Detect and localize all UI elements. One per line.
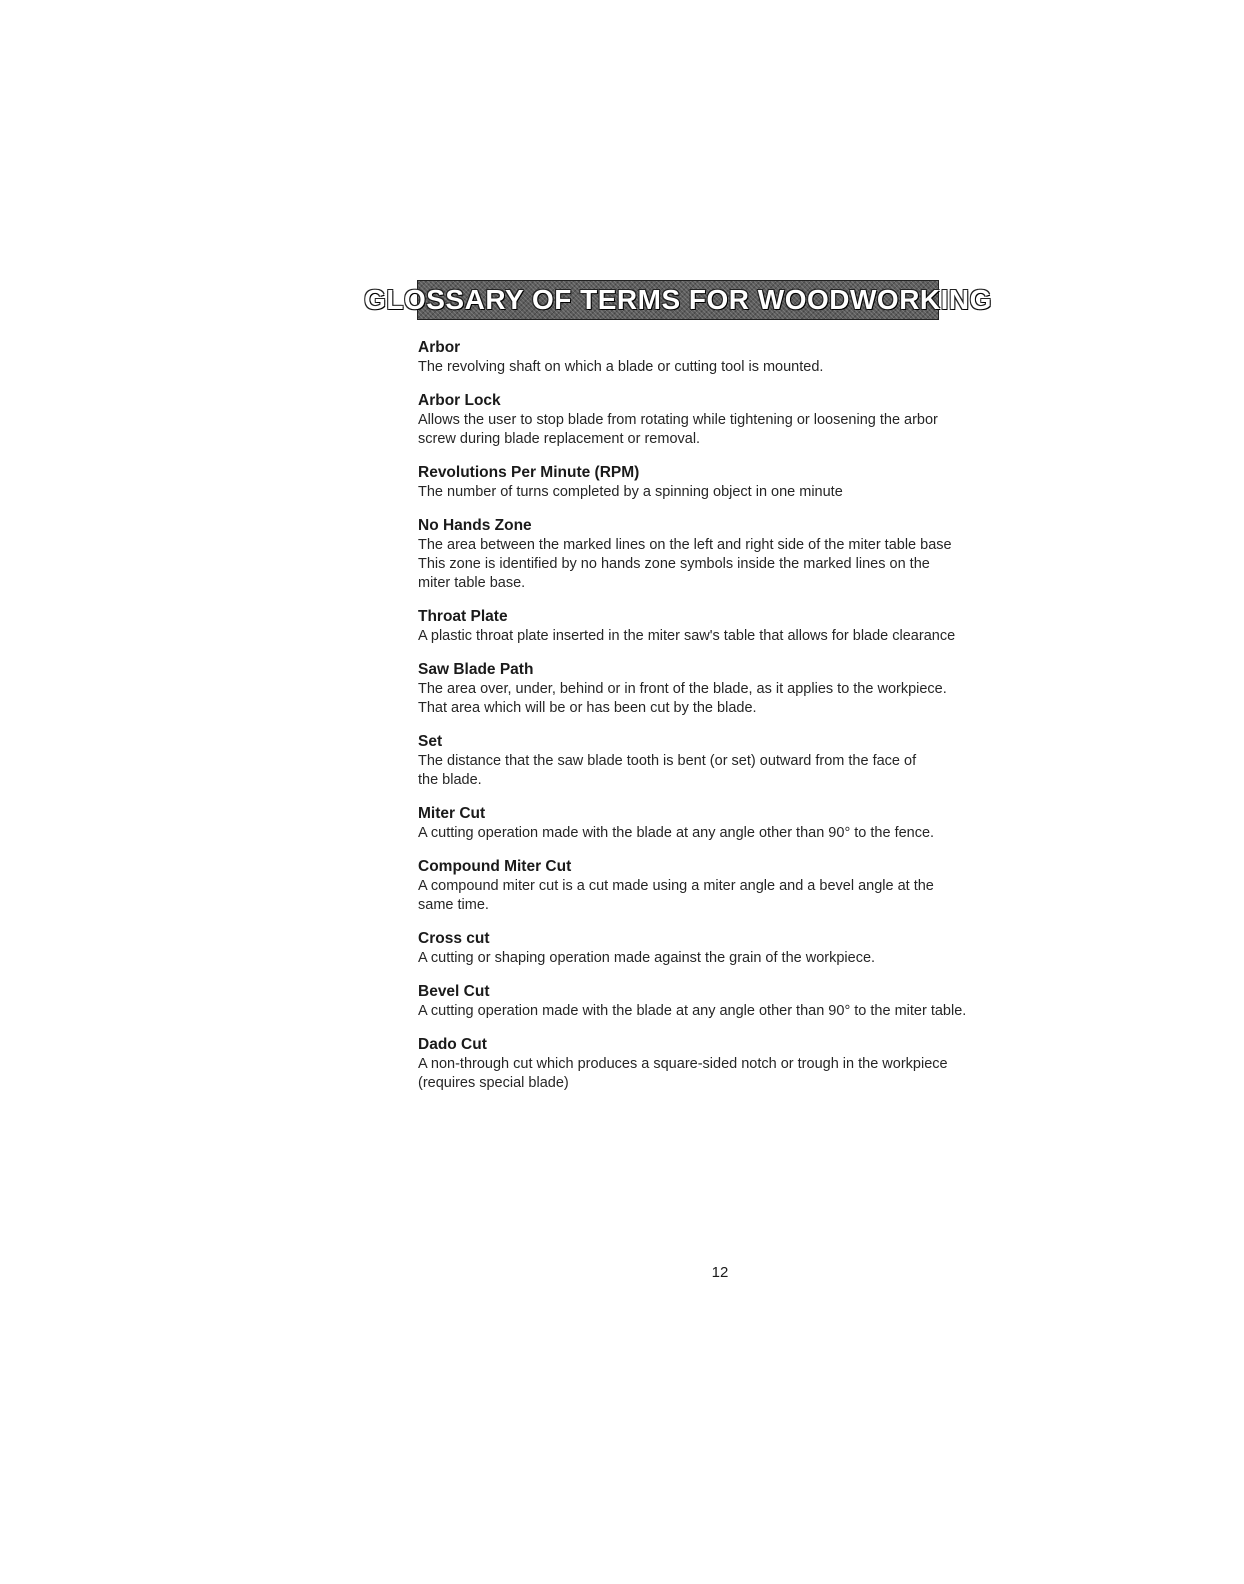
glossary-definition: A plastic throat plate inserted in the miter saw's table that allows for blade clearance xyxy=(418,628,956,644)
glossary-term: Bevel Cut xyxy=(418,983,490,1000)
glossary-entry-bevel-cut xyxy=(418,982,1058,1021)
glossary-entry-arbor xyxy=(418,338,1058,377)
glossary-banner xyxy=(364,280,992,320)
glossary-entry-compound-miter-cut xyxy=(418,857,1058,915)
glossary-entry-saw-blade-path xyxy=(418,660,1058,718)
glossary-entry-throat-plate xyxy=(418,607,1058,646)
glossary-entry-dado-cut xyxy=(418,1035,1058,1093)
glossary-entry-miter-cut xyxy=(418,804,1058,843)
glossary-definition: The area over, under, behind or in front of the blade, as it applies to the workpiece. That area which will be or has been cut by the blade. xyxy=(418,681,947,716)
glossary-definition: A compound miter cut is a cut made using a miter angle and a bevel angle at the same time. xyxy=(418,878,934,913)
page-title: GLOSSARY OF TERMS FOR WOODWORKING xyxy=(364,284,992,315)
glossary-definition: Allows the user to stop blade from rotating while tightening or loosening the arbor screw during blade replacement or removal. xyxy=(418,412,938,447)
glossary-term: No Hands Zone xyxy=(418,517,532,534)
glossary-entry-rpm xyxy=(418,463,1058,502)
glossary-definition: A cutting operation made with the blade at any angle other than 90° to the fence. xyxy=(418,825,935,841)
glossary-term: Miter Cut xyxy=(418,805,486,822)
glossary-definition: The distance that the saw blade tooth is bent (or set) outward from the face of the blade. xyxy=(418,753,917,788)
glossary-entry-set xyxy=(418,732,1058,790)
glossary-term: Arbor xyxy=(418,339,461,356)
glossary-definition: The revolving shaft on which a blade or cutting tool is mounted. xyxy=(418,359,824,375)
glossary-definition: A non-through cut which produces a square-sided notch or trough in the workpiece (requires special blade) xyxy=(418,1056,948,1091)
glossary-term: Throat Plate xyxy=(418,608,508,625)
glossary-term: Cross cut xyxy=(418,930,490,947)
glossary-term: Saw Blade Path xyxy=(418,661,534,678)
glossary-term: Compound Miter Cut xyxy=(418,858,572,875)
glossary-term: Set xyxy=(418,733,443,750)
page-number: 12 xyxy=(711,1264,729,1281)
glossary-definition: A cutting or shaping operation made against the grain of the workpiece. xyxy=(418,950,876,966)
glossary-definition: A cutting operation made with the blade at any angle other than 90° to the miter table. xyxy=(418,1003,967,1019)
glossary-entry-no-hands-zone xyxy=(418,516,1058,593)
glossary-term: Arbor Lock xyxy=(418,392,501,409)
glossary-term: Revolutions Per Minute (RPM) xyxy=(418,464,640,481)
glossary-term: Dado Cut xyxy=(418,1036,487,1053)
glossary-entry-arbor-lock xyxy=(418,391,1058,449)
glossary-entry-cross-cut xyxy=(418,929,1058,968)
glossary-definition: The area between the marked lines on the left and right side of the miter table base This zone is identified by no hands zone symbols inside the marked lines on the miter table base. xyxy=(418,537,952,591)
glossary-definition: The number of turns completed by a spinning object in one minute xyxy=(418,484,843,500)
glossary-list xyxy=(418,338,1058,1107)
